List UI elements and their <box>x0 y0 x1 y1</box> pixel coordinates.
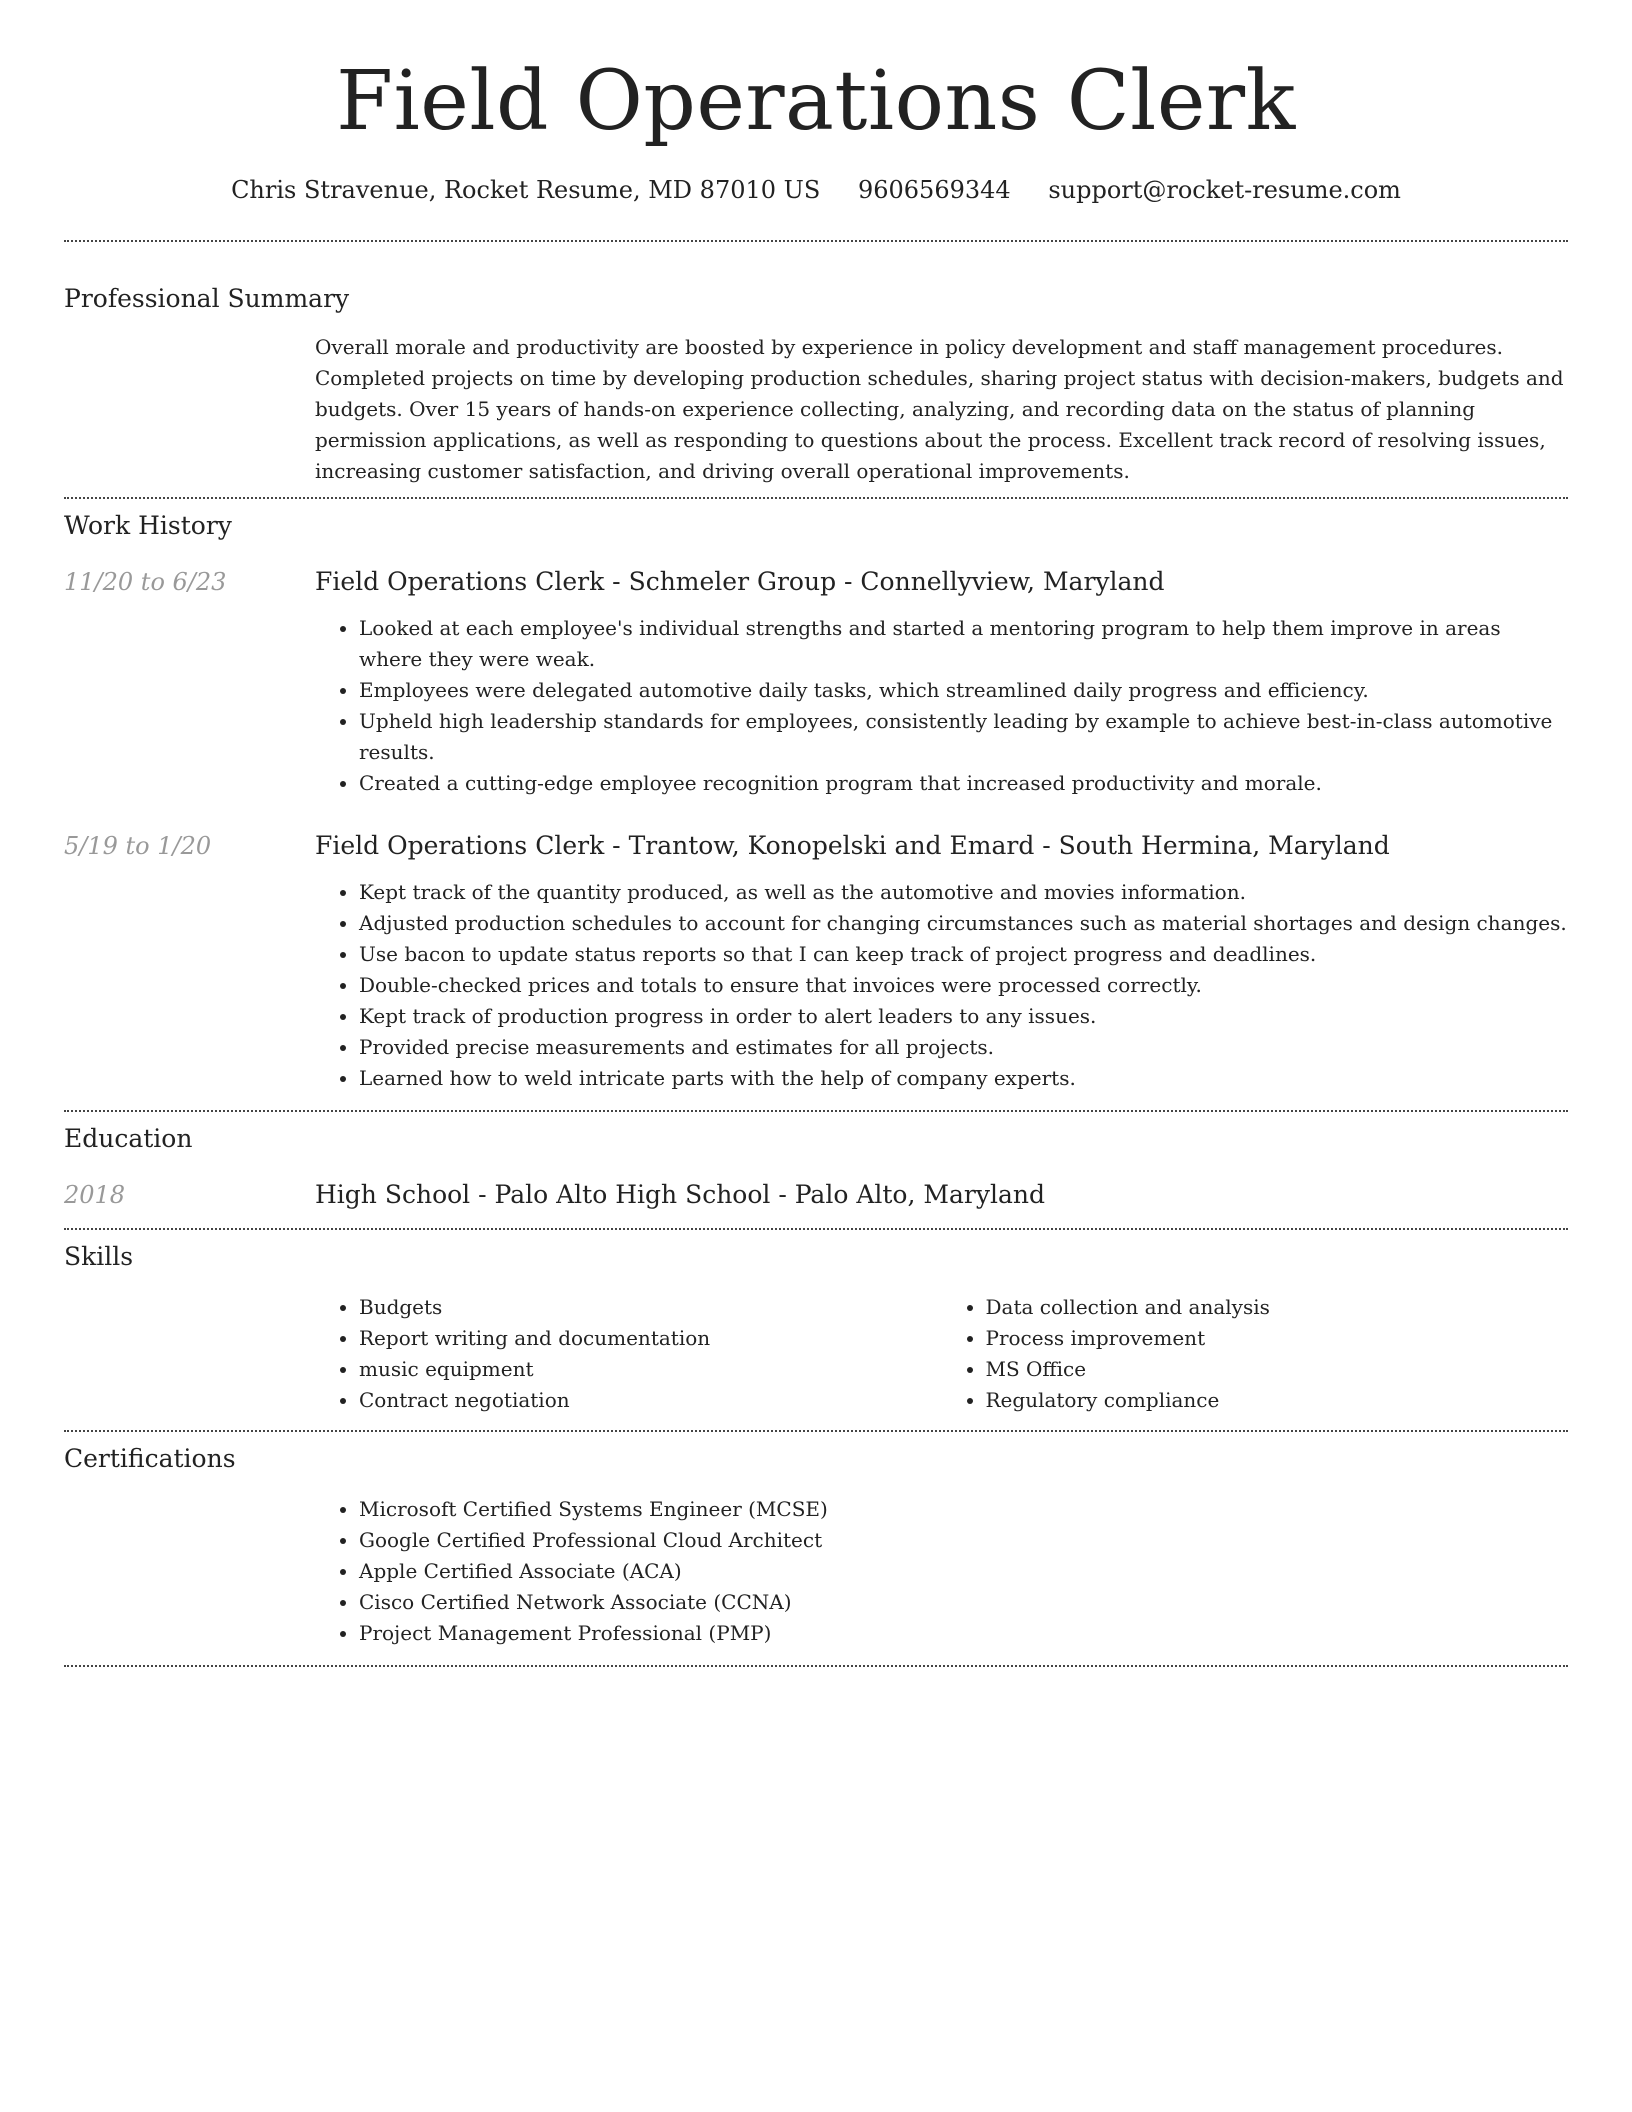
list-item: • Kept track of production progress in order to alert leaders to any issues. <box>359 1001 1568 1032</box>
list-item: • Kept track of the quantity produced, as well as the automotive and movies information. <box>359 877 1568 908</box>
certifications-list <box>315 1494 1568 1649</box>
section-title-work: Work History <box>64 511 232 540</box>
education-heading <box>315 1178 1568 1212</box>
list-item: • music equipment <box>359 1354 942 1385</box>
summary-section <box>64 282 1568 487</box>
list-item: • Microsoft Certified Systems Engineer (MCSE) <box>359 1494 1568 1525</box>
job-details: - Schmeler Group - Connellyview, Maryland <box>604 567 1165 596</box>
list-item: • Looked at each employee's individual strengths and started a mentoring program to help them improve in areas where they were weak. <box>359 613 1568 675</box>
list-item: • Upheld high leadership standards for employees, consistently leading by example to achieve best-in-class automotive results. <box>359 706 1568 768</box>
candidate-name: Field Operations Clerk <box>336 54 1296 149</box>
list-item: • Regulatory compliance <box>986 1385 1569 1416</box>
divider <box>64 1228 1568 1230</box>
certifications-section <box>64 1442 1568 1649</box>
divider <box>64 1430 1568 1432</box>
section-title-summary: Professional Summary <box>64 284 350 313</box>
skills-list-left <box>315 1292 942 1416</box>
list-item: • Process improvement <box>986 1323 1569 1354</box>
job-heading <box>315 565 1568 599</box>
education-year: 2018 <box>64 1181 126 1209</box>
list-item: • Project Management Professional (PMP) <box>359 1618 1568 1649</box>
list-item: • Report writing and documentation <box>359 1323 942 1354</box>
summary-text: Overall morale and productivity are boosted by experience in policy development and staff management procedures. Completed projects on time by developing production schedules, sharing project status with decision-makers, budgets and budgets. Over 15 years of hands-on experience collecting, analyzing, and recording data on the status of planning permission applications, as well as responding to questions about the process. Excellent track record of resolving issues, increasing customer satisfaction, and driving overall operational improvements. <box>315 335 1564 483</box>
list-item: • Contract negotiation <box>359 1385 942 1416</box>
job-dates: 5/19 to 1/20 <box>64 832 212 860</box>
skills-section <box>64 1240 1568 1416</box>
divider <box>64 240 1568 242</box>
job-role: Field Operations Clerk <box>315 567 605 596</box>
section-title-education: Education <box>64 1124 193 1153</box>
list-item: • Budgets <box>359 1292 942 1323</box>
job-bullets <box>315 877 1568 1094</box>
contact-phone: 9606569344 <box>857 176 1011 204</box>
list-item: • Employees were delegated automotive daily tasks, which streamlined daily progress and efficiency. <box>359 675 1568 706</box>
list-item: • MS Office <box>986 1354 1569 1385</box>
divider <box>64 1110 1568 1112</box>
job-dates: 11/20 to 6/23 <box>64 568 227 596</box>
list-item: • Adjusted production schedules to account for changing circumstances such as material shortages and design changes. <box>359 908 1568 939</box>
job-bullets <box>315 613 1568 799</box>
list-item: • Use bacon to update status reports so that I can keep track of project progress and deadlines. <box>359 939 1568 970</box>
list-item: • Double-checked prices and totals to ensure that invoices were processed correctly. <box>359 970 1568 1001</box>
education-degree: High School <box>315 1180 471 1209</box>
divider <box>64 497 1568 499</box>
job-heading <box>315 829 1568 863</box>
contact-line <box>64 174 1568 206</box>
job-entry <box>64 565 1568 799</box>
job-role: Field Operations Clerk <box>315 831 605 860</box>
list-item: • Learned how to weld intricate parts with the help of company experts. <box>359 1063 1568 1094</box>
skills-list-right <box>942 1292 1569 1416</box>
list-item: • Apple Certified Associate (ACA) <box>359 1556 1568 1587</box>
work-history-section <box>64 509 1568 1094</box>
list-item: • Created a cutting-edge employee recognition program that increased productivity and morale. <box>359 768 1568 799</box>
list-item: • Google Certified Professional Cloud Architect <box>359 1525 1568 1556</box>
resume-page <box>64 0 1568 1667</box>
contact-address: Chris Stravenue, Rocket Resume, MD 87010 US <box>231 176 821 204</box>
education-section <box>64 1122 1568 1212</box>
divider <box>64 1665 1568 1667</box>
job-entry <box>64 829 1568 1094</box>
list-item: • Provided precise measurements and estimates for all projects. <box>359 1032 1568 1063</box>
list-item: • Cisco Certified Network Associate (CCNA) <box>359 1587 1568 1618</box>
contact-email[interactable]: support@rocket-resume.com <box>1048 176 1401 204</box>
job-details: - Trantow, Konopelski and Emard - South Hermina, Maryland <box>604 831 1390 860</box>
section-title-certifications: Certifications <box>64 1444 236 1473</box>
list-item: • Data collection and analysis <box>986 1292 1569 1323</box>
section-title-skills: Skills <box>64 1242 134 1271</box>
education-details: - Palo Alto High School - Palo Alto, Maryland <box>470 1180 1045 1209</box>
